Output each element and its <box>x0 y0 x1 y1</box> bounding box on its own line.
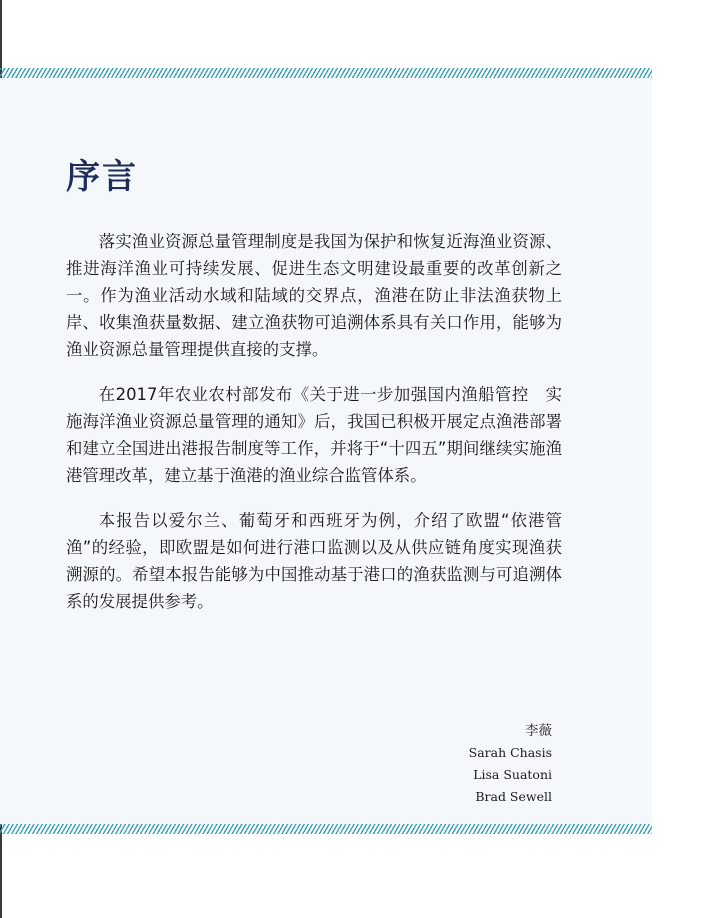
signatory-name: 李薇 <box>525 723 552 739</box>
preface-body <box>66 228 562 633</box>
decorative-stripe-bottom <box>0 824 652 834</box>
decorative-stripe-top <box>0 68 652 78</box>
paragraph-2: 在2017年农业农村部发布《关于进一步加强国内渔船管控 实施海洋渔业资源总量管理的通知》后，我国已积极开展定点渔港部署和建立全国进出港报告制度等工作，并将于“十四五”期间继续实施渔港管理改革，建立基于渔港的渔业综合监管体系。 <box>66 385 562 485</box>
page-title: 序言 <box>66 157 138 197</box>
signatory-name: Lisa Suatoni <box>473 767 552 782</box>
signatory-name: Sarah Chasis <box>468 745 552 760</box>
paragraph-1: 落实渔业资源总量管理制度是我国为保护和恢复近海渔业资源、推进海洋渔业可持续发展、促进生态文明建设最重要的改革创新之一。作为渔业活动水域和陆域的交界点，渔港在防止非法渔获物上岸、收集渔获量数据、建立渔获物可追溯体系具有关口作用，能够为渔业资源总量管理提供直接的支撑。 <box>66 232 562 359</box>
signature-block <box>469 720 552 808</box>
signatory-name: Brad Sewell <box>475 789 552 804</box>
paragraph-3: 本报告以爱尔兰、葡萄牙和西班牙为例，介绍了欧盟“依港管渔”的经验，即欧盟是如何进行港口监测以及从供应链角度实现渔获溯源的。希望本报告能够为中国推动基于港口的渔获监测与可追溯体系的发展提供参考。 <box>66 511 562 611</box>
